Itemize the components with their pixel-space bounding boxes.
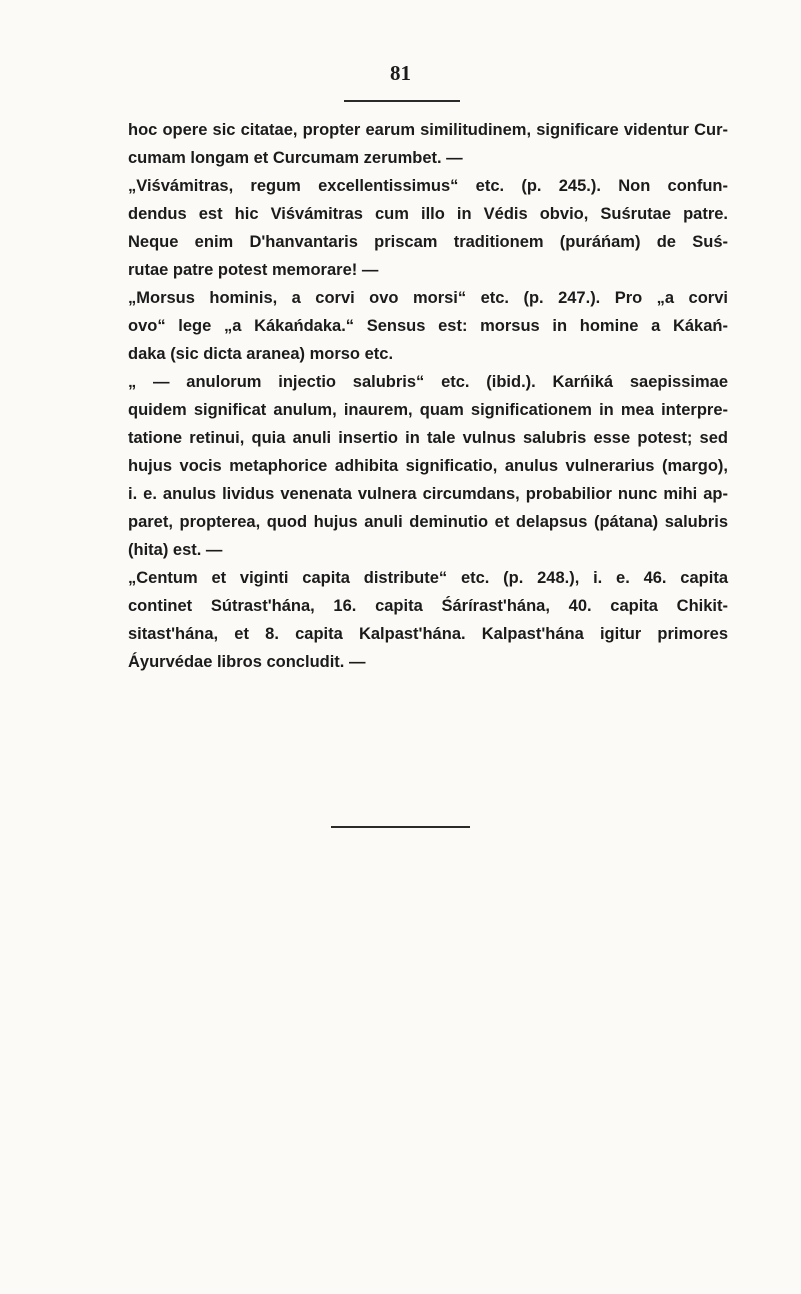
text-line: hoc opere sic citatae, propter earum similitudinem, significare videntur Cur- (128, 121, 728, 139)
text-line: „ — anulorum injectio salubris“ etc. (ibid.). Karńiká saepissimae (128, 373, 728, 391)
text-line: paret, propterea, quod hujus anuli deminutio et delapsus (pátana) salubris (128, 513, 728, 531)
text-line: daka (sic dicta aranea) morso etc. (128, 345, 394, 363)
text-line: Neque enim D'hanvantaris priscam traditionem (puráńam) de Suś- (128, 233, 728, 251)
text-line: sitast'hána, et 8. capita Kalpast'hána. Kalpast'hána igitur primores (128, 625, 728, 643)
text-line: continet Sútrast'hána, 16. capita Śárírast'hána, 40. capita Chikit- (128, 597, 728, 615)
text-line: (hita) est. — (128, 541, 223, 559)
body-text (128, 116, 728, 676)
text-line: cumam longam et Curcumam zerumbet. — (128, 149, 463, 167)
footer-rule (331, 826, 470, 828)
text-line: tatione retinui, quia anuli insertio in tale vulnus salubris esse potest; sed (128, 429, 728, 447)
text-line: ovo“ lege „a Kákańdaka.“ Sensus est: morsus in homine a Kákań- (128, 317, 728, 335)
text-line: quidem significat anulum, inaurem, quam significationem in mea interpre- (128, 401, 728, 419)
text-line: dendus est hic Viśvámitras cum illo in Védis obvio, Suśrutae patre. (128, 205, 728, 223)
text-line: „Morsus hominis, a corvi ovo morsi“ etc. (p. 247.). Pro „a corvi (128, 289, 728, 307)
text-line: „Centum et viginti capita distribute“ etc. (p. 248.), i. e. 46. capita (128, 569, 728, 587)
text-line: hujus vocis metaphorice adhibita significatio, anulus vulnerarius (margo), (128, 457, 728, 475)
text-line: Áyurvédae libros concludit. — (128, 653, 366, 671)
text-line: „Viśvámitras, regum excellentissimus“ etc. (p. 245.). Non confun- (128, 177, 728, 195)
header-rule (344, 100, 460, 102)
page-number: 81 (390, 61, 411, 85)
text-line: i. e. anulus lividus venenata vulnera circumdans, probabilior nunc mihi ap- (128, 485, 728, 503)
text-line: rutae patre potest memorare! — (128, 261, 379, 279)
